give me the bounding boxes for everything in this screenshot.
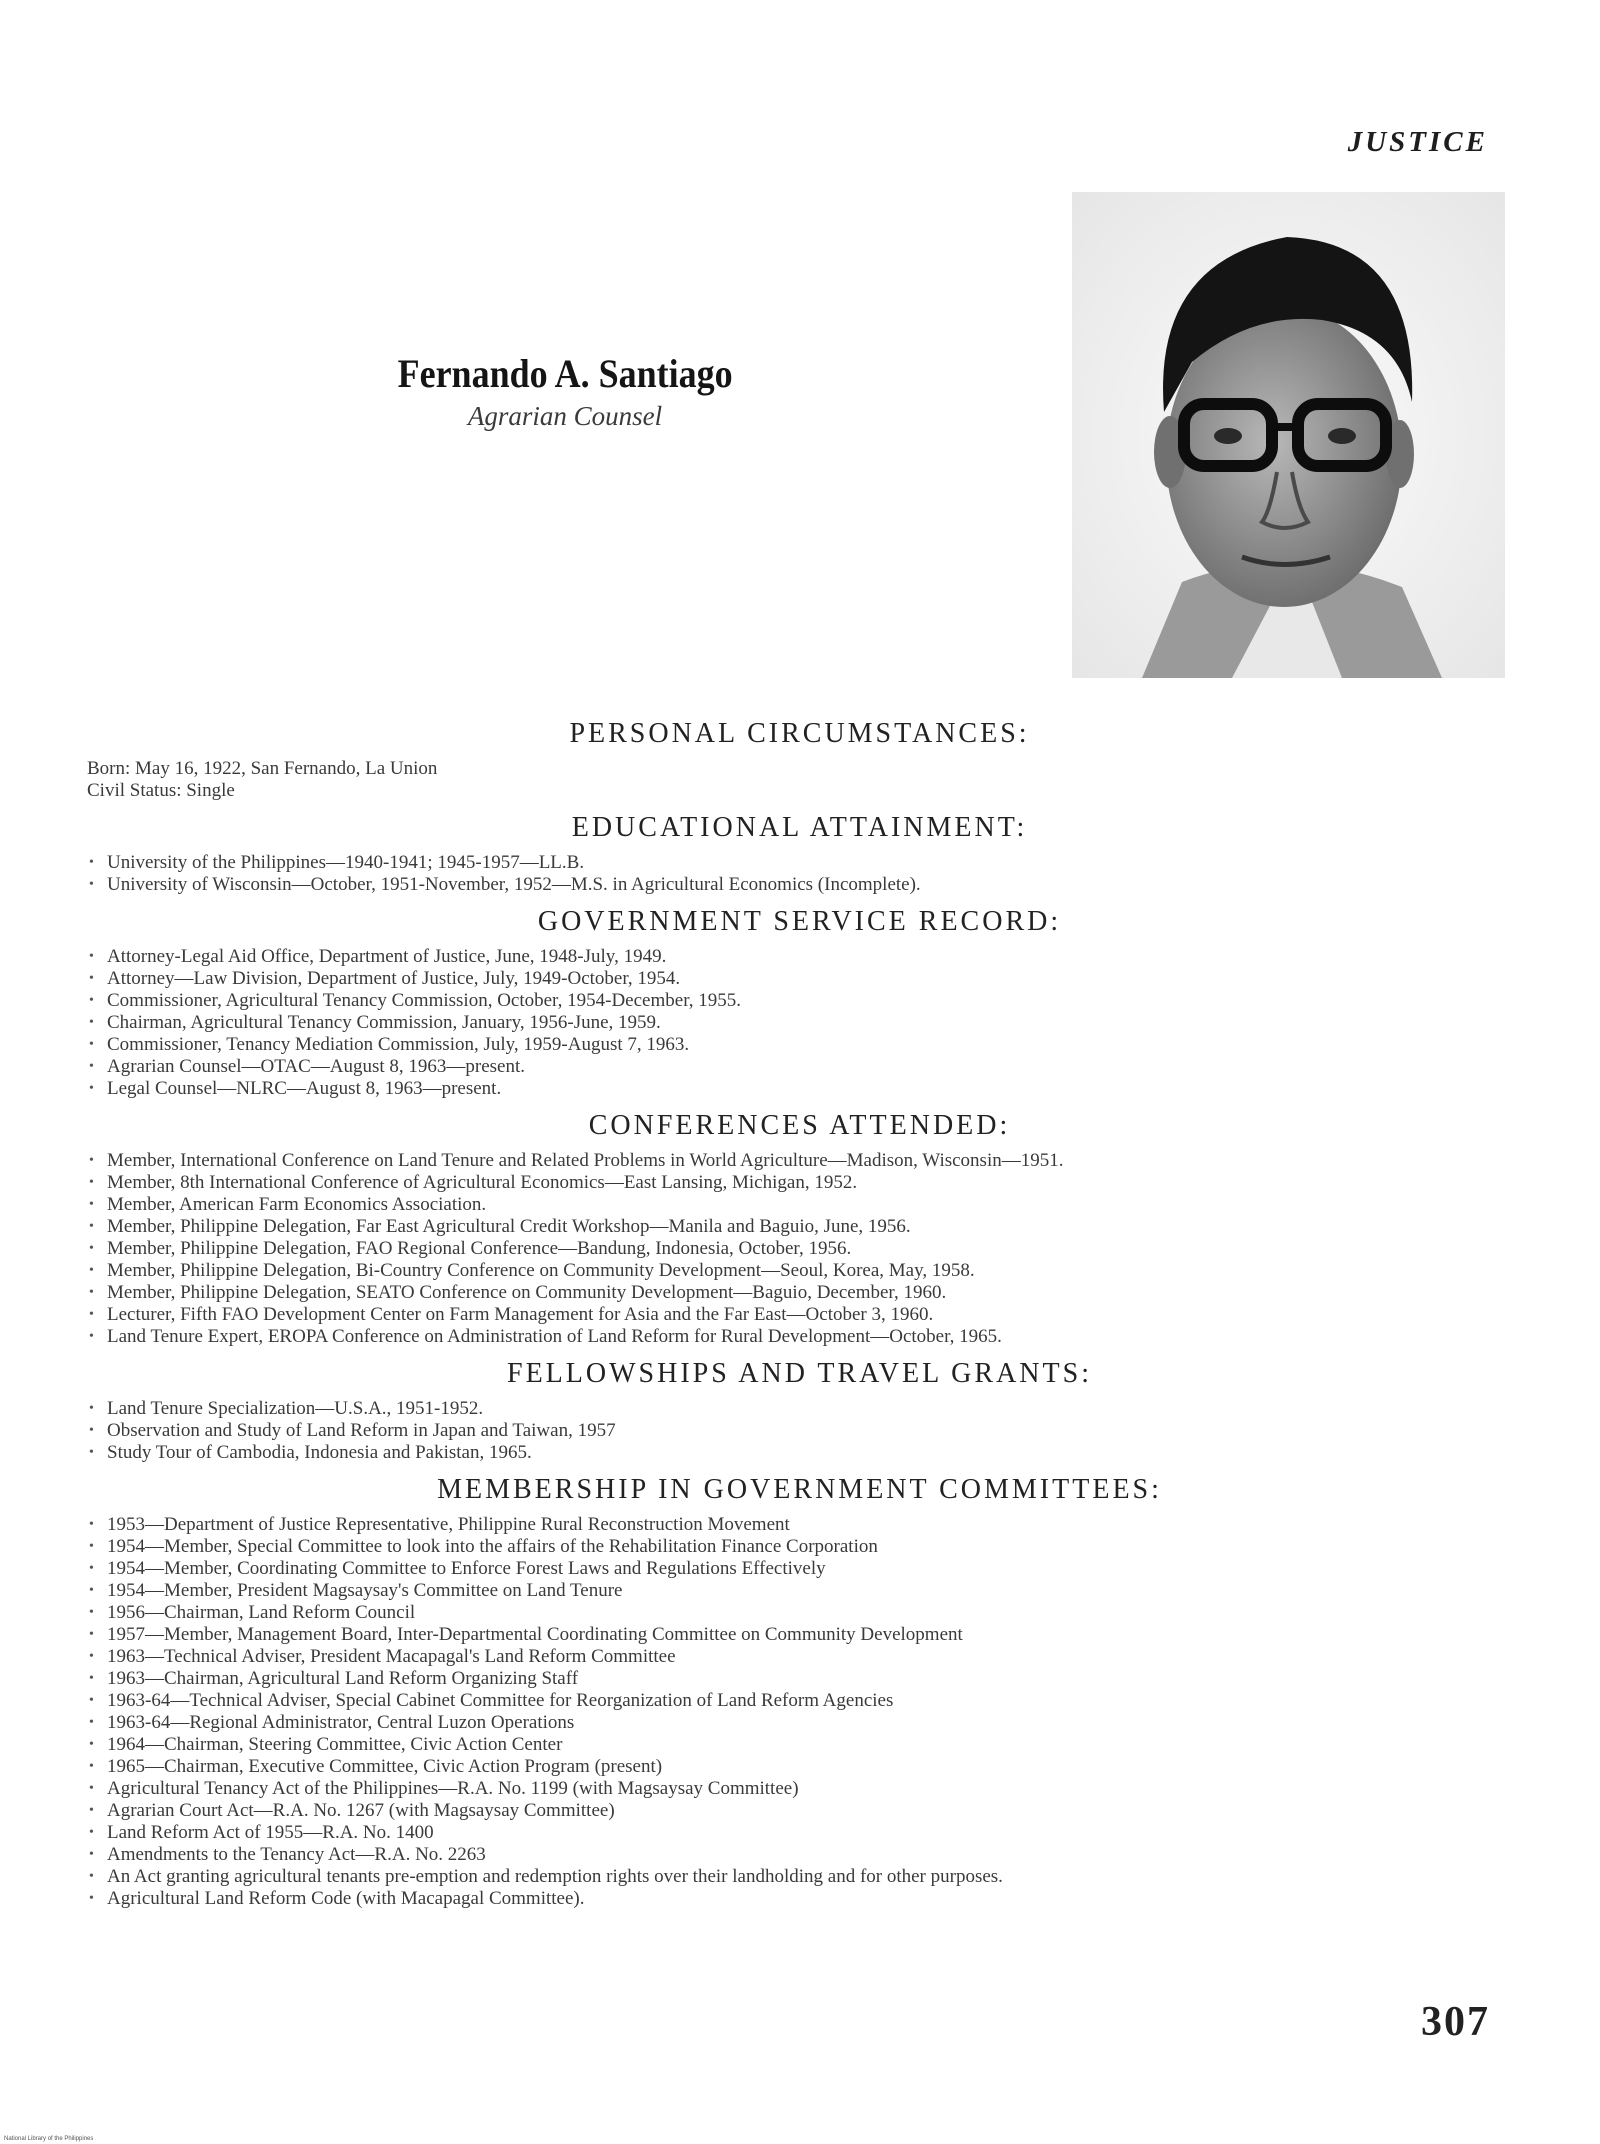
list-item: • Member, Philippine Delegation, SEATO Conference on Community Development—Baguio, December, 1960. bbox=[87, 1282, 1512, 1304]
list-item: • 1953—Department of Justice Representative, Philippine Rural Reconstruction Movement bbox=[87, 1514, 1512, 1536]
list-item: • 1954—Member, President Magsaysay's Committee on Land Tenure bbox=[87, 1580, 1512, 1602]
list-item: • Agricultural Land Reform Code (with Macapagal Committee). bbox=[87, 1888, 1512, 1910]
committees-list bbox=[87, 1514, 1512, 1910]
conferences-list bbox=[87, 1150, 1512, 1348]
list-item: Civil Status: Single bbox=[87, 780, 235, 801]
list-item: • Lecturer, Fifth FAO Development Center on Farm Management for Asia and the Far East—October 3, 1960. bbox=[87, 1304, 1512, 1326]
list-item: • An Act granting agricultural tenants pre-emption and redemption rights over their landholding and for other purposes. bbox=[87, 1866, 1512, 1888]
person-name: Fernando A. Santiago bbox=[397, 351, 733, 396]
list-item: • Commissioner, Agricultural Tenancy Commission, October, 1954-December, 1955. bbox=[87, 990, 1512, 1012]
list-item: • Member, International Conference on Land Tenure and Related Problems in World Agriculture—Madison, Wisconsin—1951. bbox=[87, 1150, 1512, 1172]
list-item: • Attorney-Legal Aid Office, Department of Justice, June, 1948-July, 1949. bbox=[87, 946, 1512, 968]
list-item: • Agrarian Court Act—R.A. No. 1267 (with Magsaysay Committee) bbox=[87, 1800, 1512, 1822]
list-item: • Study Tour of Cambodia, Indonesia and Pakistan, 1965. bbox=[87, 1442, 1512, 1464]
list-item: • University of Wisconsin—October, 1951-November, 1952—M.S. in Agricultural Economics (Incomplete). bbox=[87, 874, 1512, 896]
section-title-committees: MEMBERSHIP IN GOVERNMENT COMMITTEES: bbox=[437, 1474, 1162, 1505]
page-number: 307 bbox=[1421, 1999, 1490, 2045]
list-item: • 1963-64—Technical Adviser, Special Cabinet Committee for Reorganization of Land Reform Agencies bbox=[87, 1690, 1512, 1712]
list-item: • 1964—Chairman, Steering Committee, Civic Action Center bbox=[87, 1734, 1512, 1756]
list-item: • 1963-64—Regional Administrator, Central Luzon Operations bbox=[87, 1712, 1512, 1734]
section-title-fellowships: FELLOWSHIPS AND TRAVEL GRANTS: bbox=[507, 1358, 1092, 1389]
section-title-personal: PERSONAL CIRCUMSTANCES: bbox=[569, 718, 1030, 749]
profile-heading bbox=[0, 350, 1130, 432]
list-item: • 1957—Member, Management Board, Inter-Departmental Coordinating Committee on Community Development bbox=[87, 1624, 1512, 1646]
list-item: • Commissioner, Tenancy Mediation Commission, July, 1959-August 7, 1963. bbox=[87, 1034, 1512, 1056]
education-list bbox=[87, 852, 1512, 896]
profile-content bbox=[87, 718, 1512, 1910]
list-item: • Observation and Study of Land Reform in Japan and Taiwan, 1957 bbox=[87, 1420, 1512, 1442]
list-item: Born: May 16, 1922, San Fernando, La Union bbox=[87, 758, 438, 779]
list-item: • University of the Philippines—1940-1941; 1945-1957—LL.B. bbox=[87, 852, 1512, 874]
footer-note: National Library of the Philippines bbox=[4, 2136, 94, 2142]
list-item: • Attorney—Law Division, Department of Justice, July, 1949-October, 1954. bbox=[87, 968, 1512, 990]
list-item: • 1956—Chairman, Land Reform Council bbox=[87, 1602, 1512, 1624]
list-item: • Agrarian Counsel—OTAC—August 8, 1963—present. bbox=[87, 1056, 1512, 1078]
list-item: • 1965—Chairman, Executive Committee, Civic Action Program (present) bbox=[87, 1756, 1512, 1778]
list-item: • Amendments to the Tenancy Act—R.A. No. 2263 bbox=[87, 1844, 1512, 1866]
list-item: • 1963—Technical Adviser, President Macapagal's Land Reform Committee bbox=[87, 1646, 1512, 1668]
fellowships-list bbox=[87, 1398, 1512, 1464]
list-item: • Member, Philippine Delegation, Far East Agricultural Credit Workshop—Manila and Baguio, June, 1956. bbox=[87, 1216, 1512, 1238]
list-item: • 1954—Member, Coordinating Committee to Enforce Forest Laws and Regulations Effectively bbox=[87, 1558, 1512, 1580]
person-position: Agrarian Counsel bbox=[467, 401, 663, 431]
section-title-conferences: CONFERENCES ATTENDED: bbox=[588, 1110, 1011, 1141]
portrait-photo bbox=[1072, 192, 1505, 678]
section-header: JUSTICE bbox=[1347, 126, 1488, 158]
list-item: • Member, Philippine Delegation, Bi-Country Conference on Community Development—Seoul, Korea, May, 1958. bbox=[87, 1260, 1512, 1282]
section-title-government: GOVERNMENT SERVICE RECORD: bbox=[537, 906, 1062, 937]
list-item: • Legal Counsel—NLRC—August 8, 1963—present. bbox=[87, 1078, 1512, 1100]
section-title-education: EDUCATIONAL ATTAINMENT: bbox=[571, 812, 1028, 843]
personal-list bbox=[87, 758, 1512, 802]
government-list bbox=[87, 946, 1512, 1100]
list-item: • Land Tenure Specialization—U.S.A., 1951-1952. bbox=[87, 1398, 1512, 1420]
list-item: • Land Reform Act of 1955—R.A. No. 1400 bbox=[87, 1822, 1512, 1844]
list-item: • Land Tenure Expert, EROPA Conference on Administration of Land Reform for Rural Development—October, 1965. bbox=[87, 1326, 1512, 1348]
list-item: • 1963—Chairman, Agricultural Land Reform Organizing Staff bbox=[87, 1668, 1512, 1690]
list-item: • Chairman, Agricultural Tenancy Commission, January, 1956-June, 1959. bbox=[87, 1012, 1512, 1034]
list-item: • Member, Philippine Delegation, FAO Regional Conference—Bandung, Indonesia, October, 1956. bbox=[87, 1238, 1512, 1260]
list-item: • Member, American Farm Economics Association. bbox=[87, 1194, 1512, 1216]
list-item: • 1954—Member, Special Committee to look into the affairs of the Rehabilitation Finance Corporation bbox=[87, 1536, 1512, 1558]
portrait-illustration bbox=[1072, 192, 1505, 678]
list-item: • Member, 8th International Conference of Agricultural Economics—East Lansing, Michigan, 1952. bbox=[87, 1172, 1512, 1194]
list-item: • Agricultural Tenancy Act of the Philippines—R.A. No. 1199 (with Magsaysay Committee) bbox=[87, 1778, 1512, 1800]
